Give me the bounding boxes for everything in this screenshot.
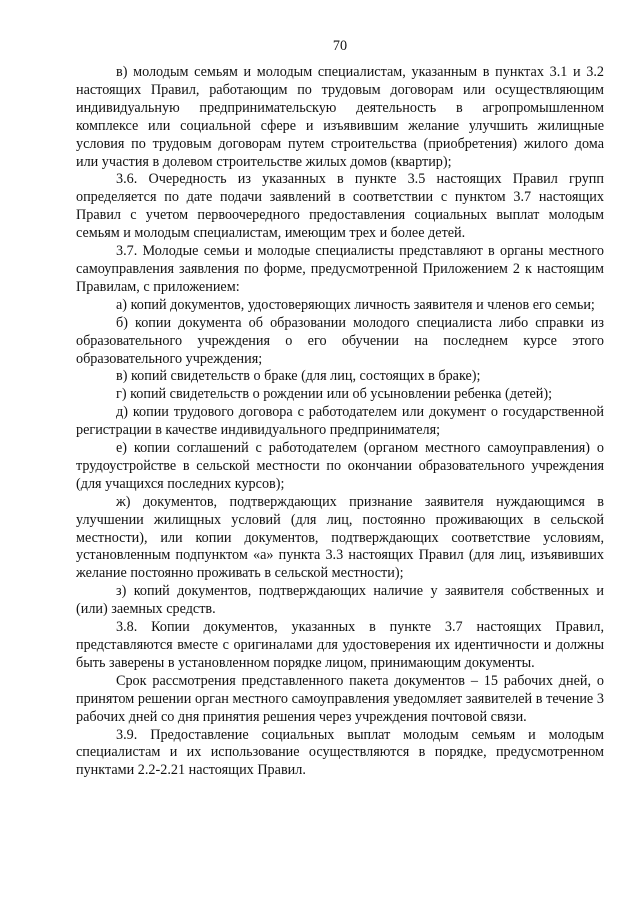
page-number: 70	[332, 38, 348, 54]
list-item-e: е) копии соглашений с работодателем (органом местного самоуправления) о трудоустройстве в сельской местности по окончании образовательного учреждения (для учащихся последних курсов);	[76, 440, 604, 492]
paragraph-3-7: 3.7. Молодые семьи и молодые специалисты представляют в органы местного самоуправления заявления по форме, предусмотренной Приложением 2 к настоящим Правилам, с приложением:	[76, 243, 604, 295]
paragraph-3-6: 3.6. Очередность из указанных в пункте 3.5 настоящих Правил групп определяется по дате подачи заявлений в соответствии с пунктом 3.7 настоящих Правил с учетом первоочередного предоставления социальных выплат молодым семьям и молодым специалистам, имеющим трех и более детей.	[76, 171, 604, 242]
document-page	[76, 0, 604, 780]
list-item-zh: ж) документов, подтверждающих признание заявителя нуждающимся в улучшении жилищных условий (для лиц, постоянно проживающих в сельской местности), или копии документов, подтверждающих соответствие условиям, установленным подпунктом «а» пункта 3.3 настоящих Правил (для лиц, изъявивших желание постоянно проживать в сельской местности);	[76, 493, 604, 582]
list-item-a: а) копий документов, удостоверяющих личность заявителя и членов его семьи;	[116, 296, 595, 313]
list-item-d: д) копии трудового договора с работодателем или документ о государственной регистрации в качестве индивидуального предпринимателя;	[76, 404, 604, 439]
paragraph-3-8: 3.8. Копии документов, указанных в пункте 3.7 настоящих Правил, представляются вместе с оригиналами для удостоверения их идентичности и должны быть заверены в установленном порядке лицом, принимающим документы.	[76, 619, 604, 671]
paragraph-3-9: 3.9. Предоставление социальных выплат молодым семьям и молодым специалистам и их использование осуществляются в порядке, предусмотренном пунктами 2.2-2.21 настоящих Правил.	[76, 726, 604, 779]
list-item-v: в) копий свидетельств о браке (для лиц, состоящих в браке);	[116, 368, 481, 385]
list-item-z: з) копий документов, подтверждающих наличие у заявителя собственных и (или) заемных средств.	[76, 583, 604, 618]
list-item-b: б) копии документа об образовании молодого специалиста либо справки из образовательного учреждения о его обучении на последнем курсе этого образовательного учреждения;	[76, 314, 604, 367]
paragraph-review-period: Срок рассмотрения представленного пакета документов – 15 рабочих дней, о принятом решении орган местного самоуправления уведомляет заявителей в течение 3 рабочих дней со дня принятия решения через учреждения почтовой связи.	[76, 672, 604, 725]
paragraph-v-young-families: в) молодым семьям и молодым специалистам, указанным в пунктах 3.1 и 3.2 настоящих Правил, работающим по трудовым договорам или осуществляющим индивидуальную предпринимательскую деятельность в агропромышленном комплексе или социальной сфере и изъявившим желание улучшить жилищные условия по трудовым договорам путем строительства (приобретения) жилого дома или участия в долевом строительстве жилых домов (квартир);	[76, 64, 604, 170]
list-item-g: г) копий свидетельств о рождении или об усыновлении ребенка (детей);	[116, 386, 553, 403]
